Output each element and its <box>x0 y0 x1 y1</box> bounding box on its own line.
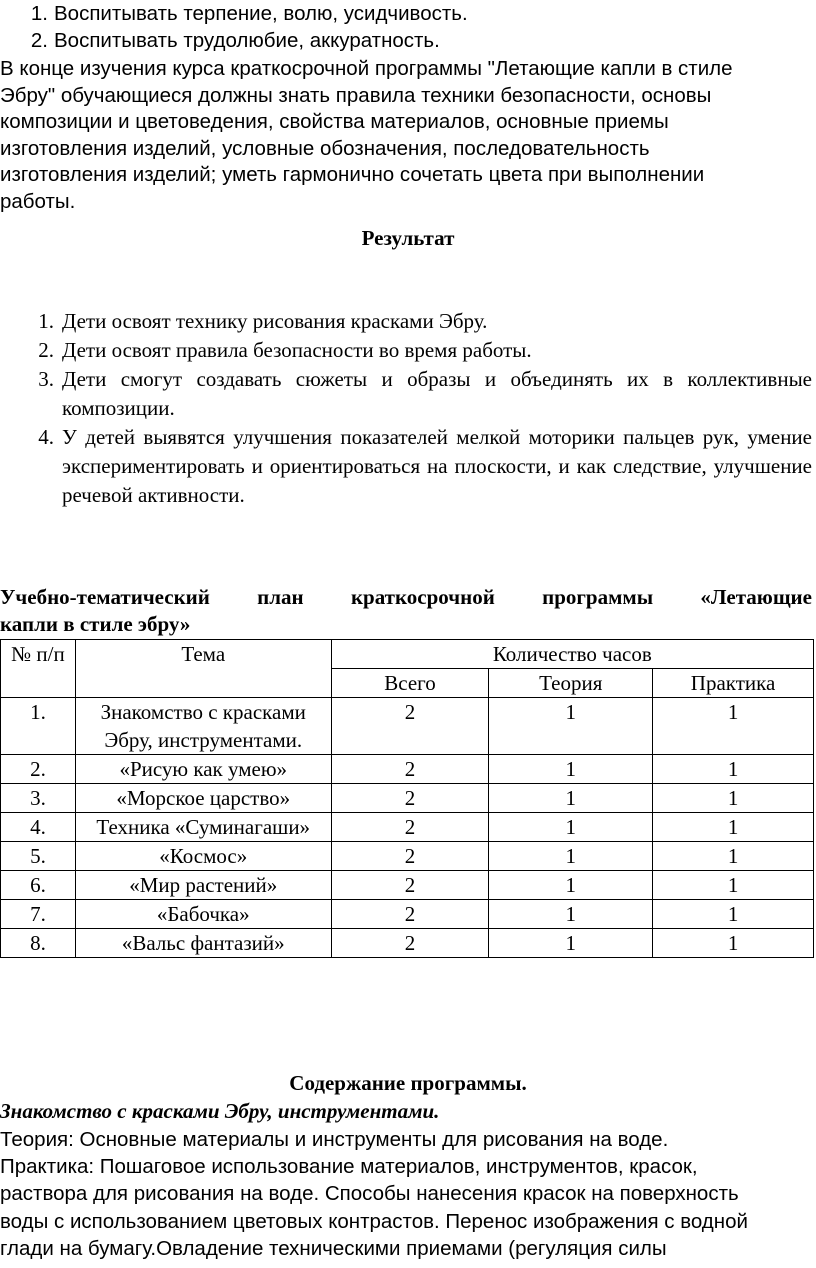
intro-line: изготовления изделий, условные обозначения, последовательность <box>0 136 650 160</box>
cell-practice: 1 <box>653 900 814 929</box>
cell-total: 2 <box>331 784 489 813</box>
cell-total: 2 <box>331 755 489 784</box>
list-item-number: 1. <box>38 309 54 333</box>
goals-list <box>0 0 816 54</box>
intro-line: работы. <box>0 189 76 213</box>
plan-title <box>0 584 812 638</box>
list-item-text: Дети освоят технику рисования красками Эбру. <box>62 309 488 333</box>
cell-topic: «Бабочка» <box>75 900 331 929</box>
cell-num: 7. <box>1 900 76 929</box>
cell-theory: 1 <box>489 900 653 929</box>
cell-total: 2 <box>331 929 489 958</box>
intro-paragraph <box>0 56 814 216</box>
content-heading: Содержание программы. <box>289 1071 527 1095</box>
result-heading: Результат <box>361 226 455 250</box>
cell-theory: 1 <box>489 842 653 871</box>
table-row <box>1 698 814 755</box>
cell-theory: 1 <box>489 929 653 958</box>
list-item <box>0 336 816 365</box>
header-topic: Тема <box>75 640 331 698</box>
plan-title-line: капли в стиле эбру» <box>0 612 191 636</box>
cell-topic: Знакомство с красками Эбру, инструментами. <box>75 698 331 755</box>
list-item-text: Дети освоят правила безопасности во время работы. <box>62 338 532 362</box>
table-row <box>1 900 814 929</box>
result-list <box>0 307 816 510</box>
intro-line: изготовления изделий; уметь гармонично сочетать цвета при выполнении <box>0 163 705 187</box>
header-practice: Практика <box>653 669 814 698</box>
cell-practice: 1 <box>653 813 814 842</box>
table-row <box>1 755 814 784</box>
cell-topic: «Рисую как умею» <box>75 755 331 784</box>
cell-total: 2 <box>331 842 489 871</box>
plan-table <box>0 639 814 958</box>
header-total: Всего <box>331 669 489 698</box>
cell-num: 3. <box>1 784 76 813</box>
list-item-number: 4. <box>38 425 54 449</box>
list-item-number: 2. <box>30 29 48 52</box>
content-line: глади на бумагу.Овладение техническими приемами (регуляция силы <box>0 1236 667 1260</box>
header-hours: Количество часов <box>331 640 813 669</box>
table-row <box>1 929 814 958</box>
table-header-row <box>1 640 814 669</box>
cell-practice: 1 <box>653 871 814 900</box>
cell-theory: 1 <box>489 813 653 842</box>
intro-line: композиции и цветоведения, свойства материалов, основные приемы <box>0 110 669 134</box>
cell-num: 5. <box>1 842 76 871</box>
plan-title-word: Учебно-тематический <box>0 585 210 609</box>
cell-topic: «Морское царство» <box>75 784 331 813</box>
plan-title-word: план <box>257 585 304 609</box>
content-line: Практика: Пошаговое использование материалов, инструментов, красок, <box>0 1155 698 1179</box>
cell-num: 1. <box>1 698 76 755</box>
cell-theory: 1 <box>489 755 653 784</box>
list-item-text: Воспитывать терпение, волю, усидчивость. <box>54 2 468 25</box>
cell-topic: «Космос» <box>75 842 331 871</box>
list-item-text: Дети смогут создавать сюжеты и образы и объединять их в коллективные композиции. <box>62 367 812 420</box>
list-item-number: 2. <box>38 338 54 362</box>
table-row <box>1 842 814 871</box>
cell-topic: Техника «Суминагаши» <box>75 813 331 842</box>
intro-line: В конце изучения курса краткосрочной программы "Летающие капли в стиле <box>0 57 733 80</box>
list-item-number: 3. <box>38 367 54 391</box>
intro-line: Эбру" обучающиеся должны знать правила техники безопасности, основы <box>0 83 712 107</box>
cell-total: 2 <box>331 813 489 842</box>
table-row <box>1 813 814 842</box>
content-paragraph <box>0 1126 814 1262</box>
list-item <box>0 27 816 54</box>
cell-practice: 1 <box>653 842 814 871</box>
list-item <box>0 423 816 510</box>
content-line: Теория: Основные материалы и инструменты для рисования на воде. <box>0 1128 669 1151</box>
list-item-text: Воспитывать трудолюбие, аккуратность. <box>54 29 440 52</box>
list-item <box>0 307 816 336</box>
content-line: раствора для рисования на воде. Способы нанесения красок на поверхность <box>0 1182 739 1206</box>
cell-practice: 1 <box>653 929 814 958</box>
cell-practice: 1 <box>653 698 814 755</box>
plan-title-word: краткосрочной <box>350 585 495 609</box>
table-row <box>1 784 814 813</box>
cell-num: 4. <box>1 813 76 842</box>
cell-total: 2 <box>331 871 489 900</box>
header-num: № п/п <box>1 640 76 698</box>
cell-theory: 1 <box>489 698 653 755</box>
list-item-number: 1. <box>30 2 48 25</box>
cell-topic: «Мир растений» <box>75 871 331 900</box>
cell-num: 2. <box>1 755 76 784</box>
plan-title-word: программы <box>542 585 654 609</box>
plan-title-word: «Летающие <box>700 585 812 609</box>
cell-theory: 1 <box>489 784 653 813</box>
list-item-text: У детей выявятся улучшения показателей мелкой моторики пальцев рук, умение экспериментировать и ориентироваться на плоскости, и как следствие, улучшение речевой активности. <box>62 425 812 507</box>
cell-num: 8. <box>1 929 76 958</box>
cell-practice: 1 <box>653 755 814 784</box>
cell-theory: 1 <box>489 871 653 900</box>
header-theory: Теория <box>489 669 653 698</box>
content-subtopic: Знакомство с красками Эбру, инструментами. <box>0 1099 440 1123</box>
list-item <box>0 365 816 423</box>
cell-num: 6. <box>1 871 76 900</box>
list-item <box>0 0 816 27</box>
cell-total: 2 <box>331 698 489 755</box>
cell-topic: «Вальс фантазий» <box>75 929 331 958</box>
cell-total: 2 <box>331 900 489 929</box>
cell-practice: 1 <box>653 784 814 813</box>
plan-title-line <box>0 584 812 611</box>
table-row <box>1 871 814 900</box>
content-line: воды с использованием цветовых контрастов. Перенос изображения с водной <box>0 1209 748 1233</box>
